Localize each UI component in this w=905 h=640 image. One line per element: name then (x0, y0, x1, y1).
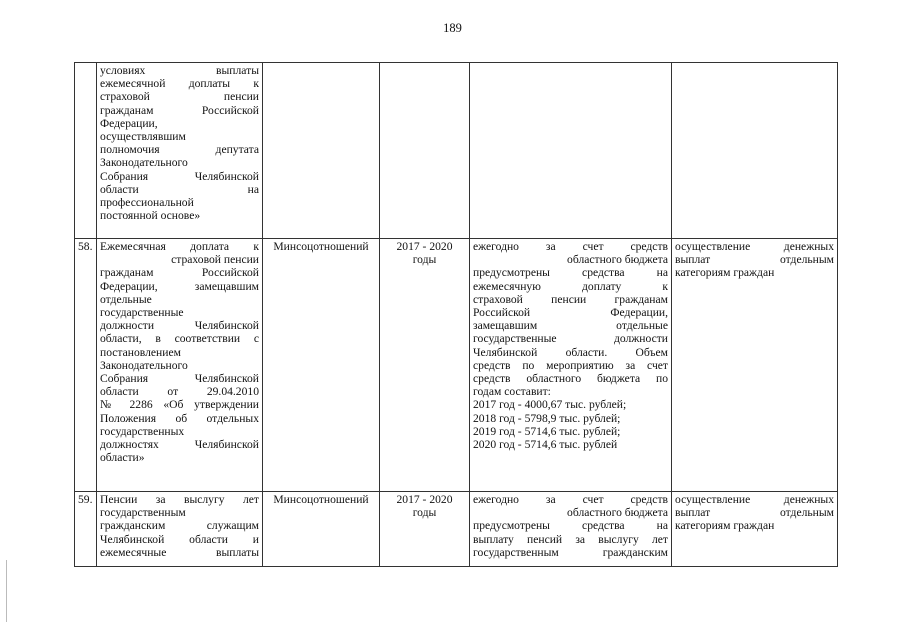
description-line: областного бюджета (567, 506, 668, 520)
activity-name-line: Ежемесячная доплата к (100, 240, 259, 253)
activity-name-line: гражданским служащим (100, 519, 259, 533)
activity-name-line: государственных (100, 424, 185, 438)
activity-name-line: области» (100, 451, 145, 465)
activity-name-line: области от 29.04.2010 (100, 385, 259, 399)
page-number: 189 (443, 21, 462, 35)
period-line: годы (412, 506, 437, 520)
description-cell (470, 63, 672, 239)
executor-cell (263, 239, 380, 492)
activity-name-line: профессиональной (100, 196, 194, 210)
activity-name-line: отдельные (100, 292, 152, 306)
activity-name-line: ежемесячные выплаты (100, 545, 259, 559)
result-cell (672, 63, 838, 239)
activity-name-line: Челябинской области и (100, 532, 259, 546)
description-line: 2017 год - 4000,67 тыс. рублей; (473, 398, 627, 412)
description-line: выплату пенсий за выслугу лет (473, 532, 668, 546)
activity-name-line: государственные (100, 306, 184, 320)
description-line: ежегодно за счет средств (473, 493, 668, 506)
description-line: страховой пенсии гражданам (473, 292, 668, 306)
activity-name-line: Законодательного (100, 358, 188, 372)
activity-name-line: гражданам Российской (100, 103, 259, 117)
activity-name-line: осуществлявшим (100, 130, 186, 144)
result-cell (672, 492, 838, 567)
period-line: 2017 - 2020 (396, 493, 453, 506)
activity-name-line: Собрания Челябинской (100, 372, 259, 386)
description-line: средств по мероприятию за счет (473, 358, 668, 372)
description-line: Российской Федерации, (473, 306, 668, 320)
description-line: ежемесячную доплату к (473, 279, 668, 293)
activity-name-line: постановлением (100, 345, 181, 359)
period-cell (380, 239, 470, 492)
description-line: годам составит: (473, 385, 551, 399)
activity-name-line: страховой пенсии (171, 253, 259, 267)
activity-name-line: постоянной основе» (100, 209, 201, 223)
activity-name-cell (97, 492, 263, 567)
activity-name-line: области, в соответствии с (100, 332, 259, 346)
description-line: 2018 год - 5798,9 тыс. рублей; (473, 411, 621, 425)
period-line: 2017 - 2020 (396, 240, 453, 253)
row-number: 59. (78, 493, 93, 506)
row-number: 58. (78, 240, 93, 253)
activity-name-line: страховой пенсии (100, 90, 259, 104)
description-line: ежегодно за счет средств (473, 240, 668, 253)
activity-name-line: полномочия депутата (100, 143, 259, 157)
activity-name-line: гражданам Российской (100, 266, 259, 280)
activity-name-line: Пенсии за выслугу лет (100, 493, 259, 506)
table-row (75, 239, 838, 492)
table-row (75, 63, 838, 239)
executor-text: Минсоцотношений (273, 240, 369, 253)
activity-name-line: должности Челябинской (100, 319, 259, 333)
activity-name-cell (97, 63, 263, 239)
executor-cell (263, 63, 380, 239)
description-line: областного бюджета (567, 253, 668, 267)
description-line: государственные должности (473, 332, 668, 346)
row-number-cell (75, 239, 97, 492)
activity-name-line: ежемесячной доплаты к (100, 77, 259, 91)
activity-name-line: государственным (100, 506, 186, 520)
row-number-cell (75, 63, 97, 239)
result-line: категориям граждан (675, 519, 775, 533)
description-line: средств областного бюджета по (473, 372, 668, 386)
description-line: государственным гражданским (473, 545, 668, 559)
description-line: предусмотрены средства на (473, 519, 668, 533)
scan-margin-mark (6, 560, 7, 622)
description-cell (470, 239, 672, 492)
description-line: Челябинской области. Объем (473, 345, 668, 359)
result-line: выплат отдельным (675, 506, 834, 520)
executor-cell (263, 492, 380, 567)
activity-name-line: должностях Челябинской (100, 438, 259, 452)
activity-name-line: Законодательного (100, 156, 188, 170)
activity-name-line: Федерации, замещавшим (100, 279, 259, 293)
description-line: предусмотрены средства на (473, 266, 668, 280)
result-line: осуществление денежных (675, 240, 834, 253)
activity-name-line: области на (100, 182, 259, 196)
program-activities-table (74, 62, 838, 567)
period-cell (380, 63, 470, 239)
row-number-cell (75, 492, 97, 567)
period-line: годы (412, 253, 437, 267)
description-cell (470, 492, 672, 567)
period-cell (380, 492, 470, 567)
activity-name-cell (97, 239, 263, 492)
table-row (75, 492, 838, 567)
description-line: 2020 год - 5714,6 тыс. рублей (473, 438, 618, 452)
activity-name-line: Собрания Челябинской (100, 169, 259, 183)
description-line: замещавшим отдельные (473, 319, 668, 333)
description-line: 2019 год - 5714,6 тыс. рублей; (473, 424, 621, 438)
result-cell (672, 239, 838, 492)
executor-text: Минсоцотношений (273, 493, 369, 506)
activity-name-line: № 2286 «Об утверждении (100, 398, 259, 412)
result-line: выплат отдельным (675, 253, 834, 267)
activity-name-line: Положения об отдельных (100, 411, 259, 425)
result-line: осуществление денежных (675, 493, 834, 506)
activity-name-line: Федерации, (100, 116, 158, 130)
activity-name-line: условиях выплаты (100, 64, 259, 77)
result-line: категориям граждан (675, 266, 775, 280)
